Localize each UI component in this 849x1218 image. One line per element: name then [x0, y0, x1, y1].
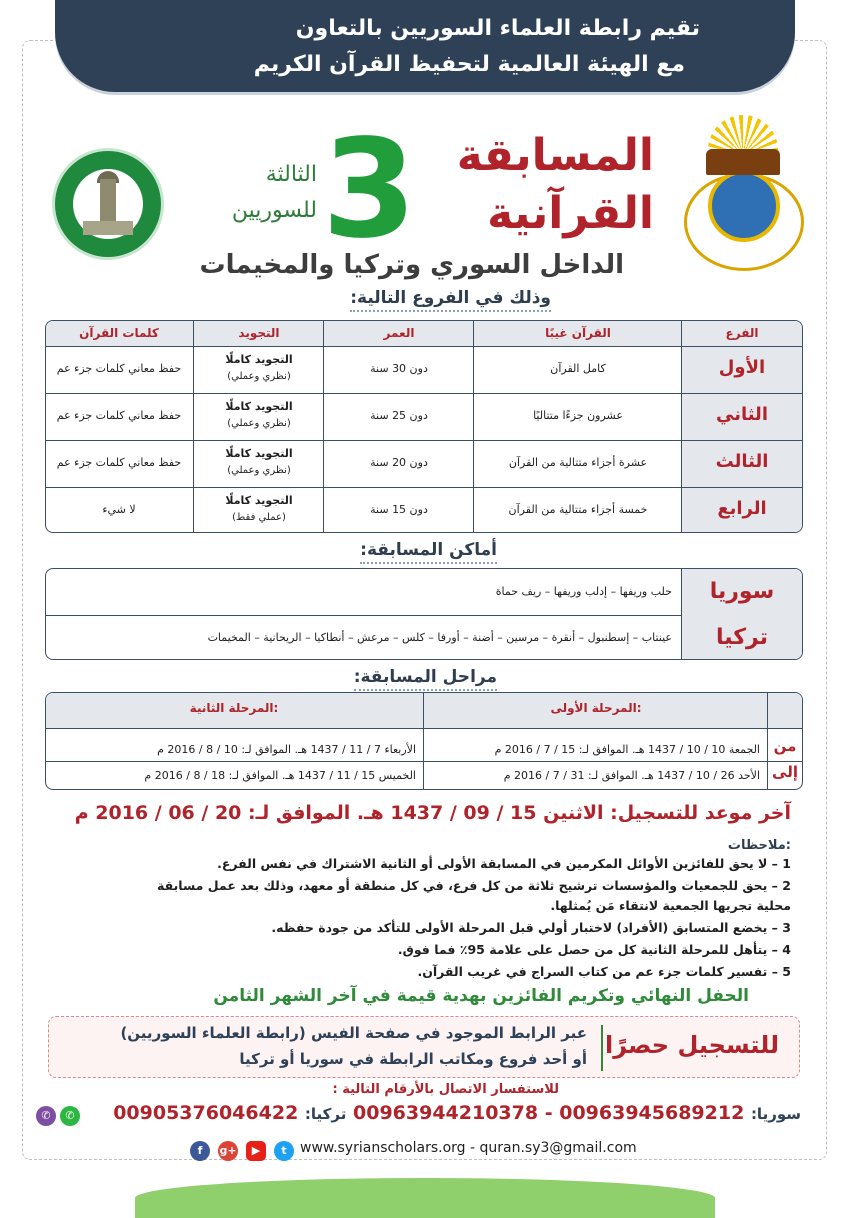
stage1-title: المرحلة الأولى:: [550, 701, 642, 715]
quran-amount: عشرة أجزاء متتالية من القرآن: [508, 456, 648, 469]
words-requirement: لا شيء: [102, 503, 136, 516]
registration-line-2: أو أحد فروع ومكاتب الرابطة في سوريا أو تركيا: [239, 1050, 587, 1068]
title-for-syrians: للسوريين: [231, 198, 317, 223]
header-line-1: تقيم رابطة العلماء السوريين بالتعاون: [295, 16, 700, 41]
col-words: كلمات القرآن: [79, 326, 159, 340]
places-heading: أماكن المسابقة:: [360, 540, 497, 564]
phone-numbers: [113, 1102, 801, 1124]
note-item: 3 – يخضع المتسابق (الأفراد) لاختبار أولي قبل المرحلة الأولى للتأكد من جودة حفظه.: [271, 920, 791, 935]
turkey-number[interactable]: 00905376046422: [113, 1102, 299, 1124]
turkey-label: تركيا:: [304, 1105, 347, 1123]
age-limit: دون 15 سنة: [370, 503, 428, 516]
website-email[interactable]: www.syrianscholars.org - quran.sy3@gmail.com: [300, 1140, 637, 1156]
title-word-competition: المسابقة: [456, 130, 654, 181]
words-requirement: حفظ معاني كلمات جزء عم: [56, 362, 182, 375]
google-plus-icon[interactable]: g+: [218, 1141, 238, 1161]
contact-intro: للاستفسار الاتصال بالأرقام التالية :: [332, 1082, 559, 1097]
col-quran: القرآن غيبًا: [545, 326, 611, 340]
registration-title: للتسجيل حصرًا: [605, 1031, 779, 1059]
stage1-to: الأحد 26 / 10 / 1437 هـ. الموافق لـ: 31 / 7 / 2016 م: [503, 769, 760, 782]
title-word-quranic: القرآنية: [487, 188, 654, 239]
age-limit: دون 20 سنة: [370, 456, 428, 469]
title-third: الثالثة: [265, 162, 317, 187]
table-row: [46, 347, 802, 394]
stages-table: [45, 692, 803, 790]
tajweed-level: التجويد كاملًا: [225, 400, 293, 413]
notes-title: ملاحظات:: [727, 838, 791, 853]
table-row: [46, 394, 802, 441]
words-requirement: حفظ معاني كلمات جزء عم: [56, 409, 182, 422]
stages-heading: مراحل المسابقة:: [354, 667, 497, 691]
facebook-icon[interactable]: f: [190, 1141, 210, 1161]
header-line-2: مع الهيئة العالمية لتحفيظ القرآن الكريم: [253, 52, 685, 77]
branches-heading: وذلك في الفروع التالية:: [350, 288, 551, 312]
col-branch: الفرع: [725, 326, 759, 340]
stage1-from: الجمعة 10 / 10 / 1437 هـ. الموافق لـ: 15 / 7 / 2016 م: [494, 743, 760, 756]
branch-rank: الرابع: [717, 498, 767, 519]
quran-memorization-org-logo: [678, 115, 808, 275]
from-label: من: [773, 737, 797, 755]
competition-number: 3: [322, 111, 417, 269]
branch-rank: الأول: [718, 357, 766, 378]
tajweed-type: (نظري وعملي): [227, 418, 291, 429]
col-tajweed: التجويد: [238, 326, 280, 340]
quran-amount: عشرون جزءًا متتاليًا: [533, 409, 623, 422]
branch-rank: الثاني: [715, 404, 768, 425]
syria-numbers[interactable]: 00963945689212 - 00963944210378: [353, 1102, 745, 1124]
twitter-icon[interactable]: t: [274, 1141, 294, 1161]
registration-box: [48, 1016, 800, 1078]
syria-label: سوريا:: [750, 1105, 801, 1123]
stage2-title: المرحلة الثانية:: [189, 701, 279, 715]
table-row: [46, 488, 802, 533]
tajweed-type: (عملي فقط): [232, 512, 286, 523]
note-item: 4 – يتأهل للمرحلة الثانية كل من حصل على علامة 95٪ فما فوق.: [397, 942, 791, 957]
table-row: [46, 441, 802, 488]
bottom-banner: [135, 1178, 715, 1218]
country-syria: سوريا: [682, 569, 802, 615]
branch-rank: الثالث: [715, 451, 769, 472]
turkey-cities: عينتاب – إسطنبول – أنقرة – مرسين – أضنة – أورفا – كلس – مرعش – أنطاكيا – الريحانية – المخيمات: [207, 631, 672, 644]
stage2-to: الخميس 15 / 11 / 1437 هـ. الموافق لـ: 18 / 8 / 2016 م: [144, 769, 416, 782]
tajweed-type: (نظري وعملي): [227, 371, 291, 382]
tajweed-type: (نظري وعملي): [227, 465, 291, 476]
tajweed-level: التجويد كاملًا: [225, 353, 293, 366]
to-label: إلى: [772, 763, 798, 781]
whatsapp-icon[interactable]: ✆: [60, 1106, 80, 1126]
syria-cities: حلب وريفها – إدلب وريفها – ريف حماة: [495, 585, 672, 598]
tajweed-level: التجويد كاملًا: [225, 494, 293, 507]
tajweed-level: التجويد كاملًا: [225, 447, 293, 460]
col-age: العمر: [383, 326, 415, 340]
words-requirement: حفظ معاني كلمات جزء عم: [56, 456, 182, 469]
subtitle: الداخل السوري وتركيا والمخيمات: [199, 250, 624, 280]
branches-header-row: [46, 321, 802, 347]
note-item: محلية تجريها الجمعية لانتقاء مَن يُمثلها.: [550, 898, 791, 913]
country-turkey: تركيا: [682, 615, 802, 660]
final-event: الحفل النهائي وتكريم الفائزين بهدية قيمة في آخر الشهر الثامن: [213, 986, 749, 1006]
registration-separator: [601, 1025, 603, 1071]
note-item: 2 – يحق للجمعيات والمؤسسات ترشيح ثلاثة من كل فرع، في كل منطقة أو معهد، وذلك بعد عمل مسابقة: [157, 878, 791, 893]
stage2-from: الأربعاء 7 / 11 / 1437 هـ. الموافق لـ: 10 / 8 / 2016 م: [157, 743, 416, 756]
syrian-scholars-logo: [52, 148, 164, 260]
top-banner: [55, 0, 795, 92]
registration-line-1: عبر الرابط الموجود في صفحة الفيس (رابطة العلماء السوريين): [120, 1024, 587, 1042]
age-limit: دون 25 سنة: [370, 409, 428, 422]
note-item: 1 – لا يحق للفائزين الأوائل المكرمين في المسابقة الأولى أو الثانية الاشتراك في نفس الفرع.: [217, 856, 791, 871]
branches-table: [45, 320, 803, 533]
quran-amount: كامل القرآن: [550, 362, 606, 375]
note-item: 5 – تفسير كلمات جزء عم من كتاب السراج في غريب القرآن.: [417, 964, 791, 979]
registration-deadline: آخر موعد للتسجيل: الاثنين 15 / 09 / 1437 هـ. الموافق لـ: 20 / 06 / 2016 م: [74, 802, 791, 824]
quran-amount: خمسة أجزاء متتالية من القرآن: [508, 503, 648, 516]
places-table: [45, 568, 803, 660]
viber-icon[interactable]: ✆: [36, 1106, 56, 1126]
age-limit: دون 30 سنة: [370, 362, 428, 375]
youtube-icon[interactable]: ▶: [246, 1141, 266, 1161]
